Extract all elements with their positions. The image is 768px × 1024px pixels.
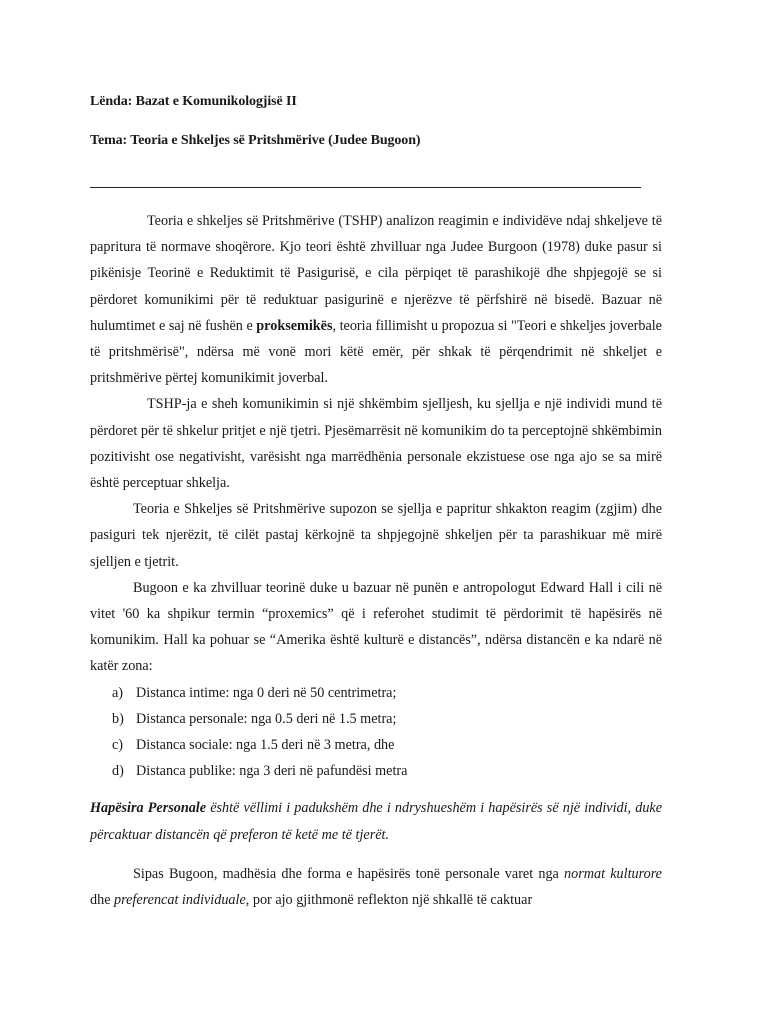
subject-heading: Lënda: Bazat e Komunikologjisë II bbox=[90, 94, 297, 109]
bold-term-proksemikes: proksemikës bbox=[256, 317, 333, 334]
list-item-text: Distanca publike: nga 3 deri në pafundësi metra bbox=[136, 763, 408, 780]
list-marker: d) bbox=[112, 763, 124, 780]
paragraph-personal-space-definition bbox=[90, 795, 662, 847]
horizontal-rule bbox=[90, 187, 641, 188]
list-marker: b) bbox=[112, 710, 124, 727]
paragraph-text: është vëllimi i padukshëm dhe i ndryshueshëm i hapësirës së një individi, duke përcaktuar distancën që preferon të ketë me të tjerët. bbox=[90, 800, 663, 843]
list-item bbox=[90, 732, 662, 758]
list-item-text: Distanca sociale: nga 1.5 deri në 3 metra, dhe bbox=[136, 737, 395, 754]
paragraph-text: dhe bbox=[90, 892, 115, 909]
list-item-text: Distanca intime: nga 0 deri në 50 centrimetra; bbox=[136, 684, 397, 701]
list-item bbox=[90, 758, 662, 784]
paragraph-hall-proxemics: Bugoon e ka zhvilluar teorinë duke u bazuar në punën e antropologut Edward Hall i cili në vitet '60 ka shpikur termin “proxemics” që i referohet studimit të përdorimit të hapësirës në komunikim. Hall ka pohuar se “Amerika është kulturë e distancës”, ndërsa distancën e ka ndarë në katër zona: bbox=[90, 579, 662, 675]
list-item-text: Distanca personale: nga 0.5 deri në 1.5 metra; bbox=[136, 710, 397, 727]
paragraph-tshp-intro bbox=[90, 208, 662, 391]
topic-heading: Tema: Teoria e Shkeljes së Pritshmërive (Judee Bugoon) bbox=[90, 133, 421, 148]
list-item bbox=[90, 680, 662, 706]
list-item bbox=[90, 706, 662, 732]
paragraph-tshp-exchange: TSHP-ja e sheh komunikimin si një shkëmbim sjelljesh, ku sjellja e një individi mund të përdoret për të shkelur pritjet e një tjetri. Pjesëmarrësit në komunikim do ta perceptojnë shkëmbimin pozitivisht ose negativisht, varësisht nga marrëdhënia personale ekzistuese ose nga ajo se sa mirë është perceptuar shkelja. bbox=[90, 396, 662, 492]
paragraph-personal-space-size bbox=[90, 861, 662, 913]
italic-term-individual-preferences: preferencat individuale bbox=[114, 892, 246, 909]
bold-term-personal-space: Hapësira Personale bbox=[90, 800, 207, 817]
paragraph-unexpected-behaviour: Teoria e Shkeljes së Pritshmërive supozon se sjellja e papritur shkakton reagim (zgjim) dhe pasiguri tek njerëzit, të cilët pastaj kërkojnë ta shpjegojnë shkeljen për ta parashikuar më mirë sjelljen e tjetrit. bbox=[90, 501, 662, 570]
document-body bbox=[90, 208, 662, 913]
italic-term-cultural-norms: normat kulturore bbox=[564, 865, 662, 882]
distance-zones-list bbox=[90, 680, 662, 785]
list-marker: a) bbox=[112, 684, 124, 701]
paragraph-text: , teoria fillimisht u propozua si "Teori e shkeljes joverbale të pritshmërisë", ndërsa më vonë mori këtë emër, për shkak të përqendrimit në shkeljet e pritshmërive përtej komunikimit joverbal. bbox=[90, 317, 662, 387]
paragraph-text: Sipas Bugoon, madhësia dhe forma e hapësirës tonë personale varet nga bbox=[133, 865, 565, 882]
paragraph-text: , por ajo gjithmonë reflekton një shkallë të caktuar bbox=[245, 892, 533, 909]
list-marker: c) bbox=[112, 737, 124, 754]
paragraph-text: Teoria e shkeljes së Pritshmërive (TSHP) analizon reagimin e individëve ndaj shkeljeve të papritura të normave shoqërore. Kjo teori është zhvilluar nga Judee Burgoon (1978) duke pasur si pikënisje Teorinë e Reduktimit të Pasigurisë, e cila përpiqet të parashikojë dhe shpjegojë se si përdoret komunikimi për të reduktuar pasigurinë e njerëzve të përfshirë në bisedë. Bazuar në hulumtimet e saj në fushën e bbox=[90, 213, 662, 334]
